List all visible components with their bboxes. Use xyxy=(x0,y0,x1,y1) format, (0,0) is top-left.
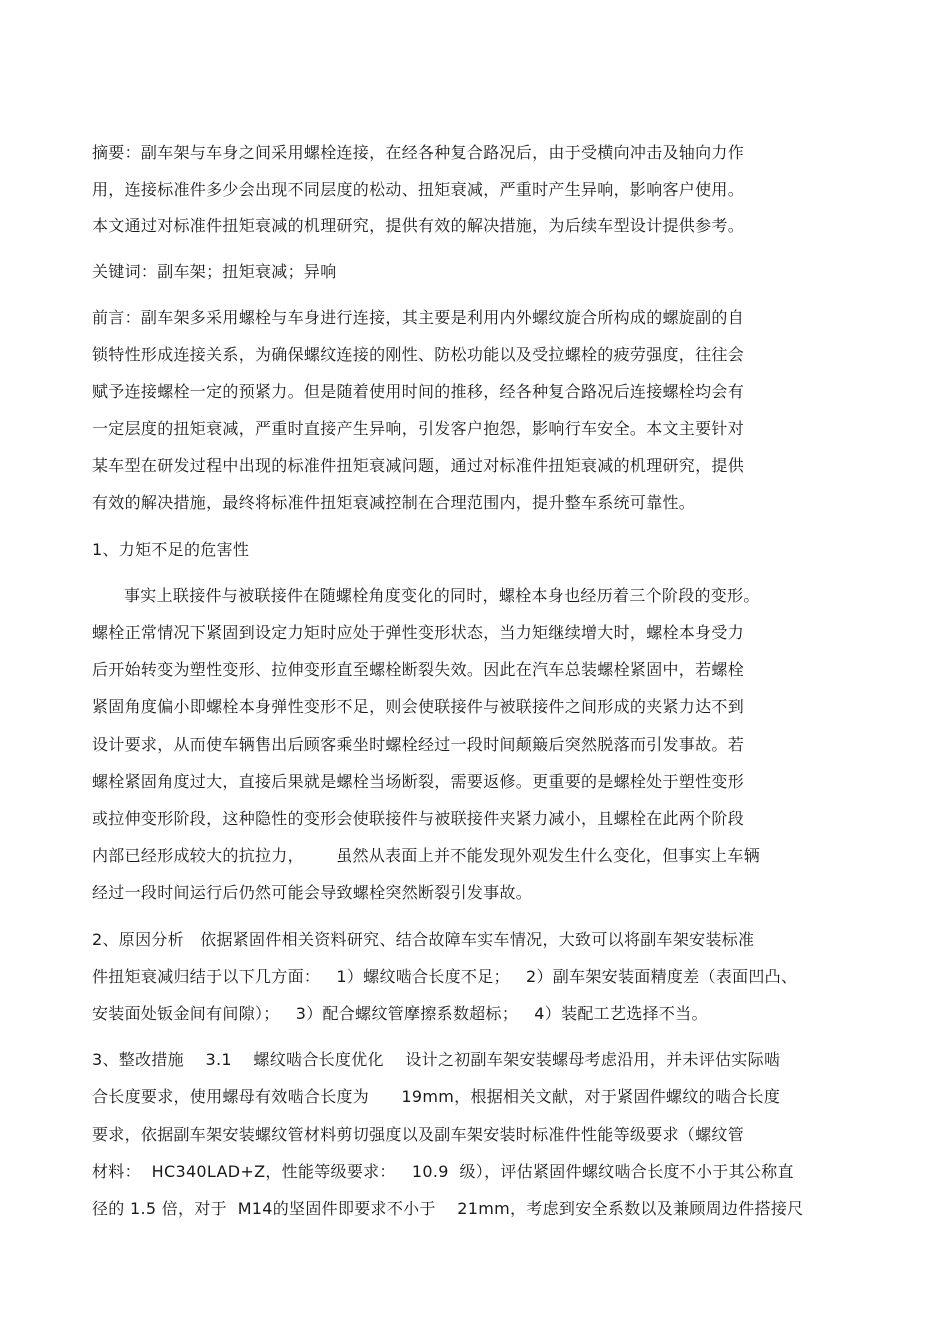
body-line: 事实上联接件与被联接件在随螺栓角度变化的同时，螺栓本身也经历着三个阶段的变形。 xyxy=(124,586,760,605)
section-heading: 1、力矩不足的危害性 xyxy=(92,540,250,559)
foreword-line: 某车型在研发过程中出现的标准件扭矩衰减问题，通过对标准件扭矩衰减的机理研究，提供 xyxy=(92,456,745,475)
section-3-line: 要求，依据副车架安装螺纹管材料剪切强度以及副车架安装时标准件性能等级要求（螺纹管 xyxy=(92,1125,745,1144)
body-line: 后开始转变为塑性变形、拉伸变形直至螺栓断裂失效。因此在汽车总装螺栓紧固中，若螺栓 xyxy=(92,660,745,679)
keywords: 关键词：副车架；扭矩衰减；异响 xyxy=(92,262,337,281)
body-line: 紧固角度偏小即螺栓本身弹性变形不足，则会使联接件与被联接件之间形成的夹紧力达不到 xyxy=(92,697,745,716)
foreword-line: 一定层度的扭矩衰减，严重时直接产生异响，引发客户抱怨，影响行车安全。本文主要针对 xyxy=(92,419,745,438)
section-2-line: 安装面处钣金间有间隙）； 3）配合螺纹管摩擦系数超标； 4）装配工艺选择不当。 xyxy=(92,1004,708,1023)
abstract-line: 用，连接标准件多少会出现不同层度的松动、扭矩衰减，严重时产生异响，影响客户使用。 xyxy=(92,180,745,199)
foreword-line: 锁特性形成连接关系，为确保螺纹连接的刚性、防松功能以及受拉螺栓的疲劳强度，往往会 xyxy=(92,345,745,364)
body-line: 或拉伸变形阶段，这种隐性的变形会使联接件与被联接件夹紧力减小，且螺栓在此两个阶段 xyxy=(92,809,745,828)
abstract-line: 本文通过对标准件扭矩衰减的机理研究，提供有效的解决措施，为后续车型设计提供参考。 xyxy=(92,216,745,235)
body-line: 螺栓紧固角度过大，直接后果就是螺栓当场断裂，需要返修。更重要的是螺栓处于塑性变形 xyxy=(92,772,745,791)
section-2-line: 件扭矩衰减归结于以下几方面： 1）螺纹啮合长度不足； 2）副车架安装面精度差（表面凹凸、 xyxy=(92,967,798,986)
section-3-line: 3、整改措施 3.1 螺纹啮合长度优化 设计之初副车架安装螺母考虑沿用，并未评估实际啮 xyxy=(92,1050,781,1069)
body-line: 设计要求，从而使车辆售出后顾客乘坐时螺栓经过一段时间颠簸后突然脱落而引发事故。若 xyxy=(92,735,745,754)
body-line: 经过一段时间运行后仍然可能会导致螺栓突然断裂引发事故。 xyxy=(92,883,533,902)
abstract-line: 摘要：副车架与车身之间采用螺栓连接，在经各种复合路况后，由于受横向冲击及轴向力作 xyxy=(92,143,745,162)
body-line: 内部已经形成较大的抗拉力， 虽然从表面上并不能发现外观发生什么变化，但事实上车辆 xyxy=(92,846,761,865)
foreword-line: 赋予连接螺栓一定的预紧力。但是随着使用时间的推移，经各种复合路况后连接螺栓均会有 xyxy=(92,382,745,401)
body-line: 螺栓正常情况下紧固到设定力矩时应处于弹性变形状态，当力矩继续增大时，螺栓本身受力 xyxy=(92,623,745,642)
section-2-line: 2、原因分析 依据紧固件相关资料研究、结合故障车实车情况，大致可以将副车架安装标准 xyxy=(92,930,755,949)
foreword-line: 有效的解决措施，最终将标准件扭矩衰减控制在合理范围内，提升整车系统可靠性。 xyxy=(92,493,696,512)
foreword-line: 前言：副车架多采用螺栓与车身进行连接，其主要是利用内外螺纹旋合所构成的螺旋副的自 xyxy=(92,308,745,327)
section-3-line: 材料： HC340LAD+Z，性能等级要求： 10.9 级），评估紧固件螺纹啮合长度不小于其公称直 xyxy=(92,1162,794,1181)
section-3-line: 合长度要求，使用螺母有效啮合长度为 19mm，根据相关文献，对于紧固件螺纹的啮合长度 xyxy=(92,1087,781,1106)
section-3-line: 径的 1.5 倍，对于 M14的坚固件即要求不小于 21mm，考虑到安全系数以及兼顾周边件搭接尺 xyxy=(92,1199,804,1218)
